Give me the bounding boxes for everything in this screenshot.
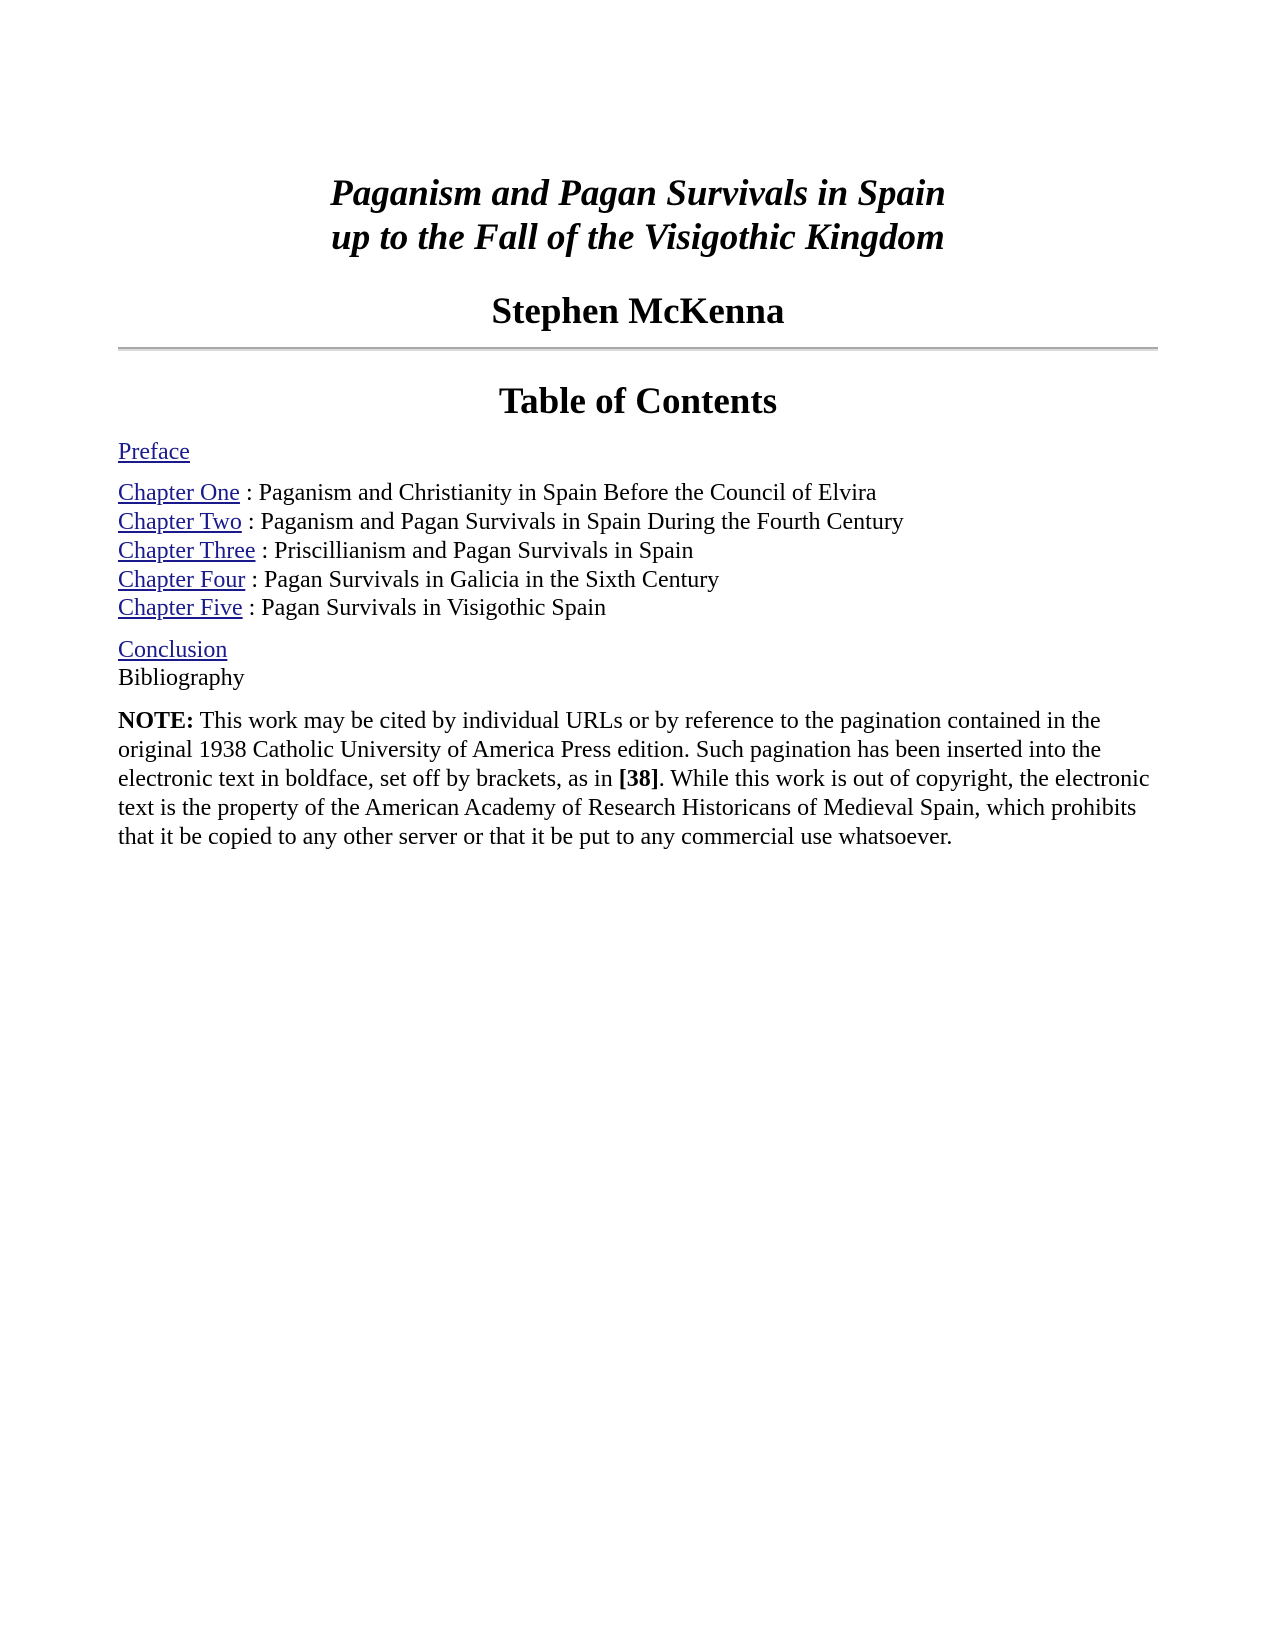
chapter-four-description: : Pagan Survivals in Galicia in the Sixth Century [245,567,720,593]
chapter-one-link[interactable]: Chapter One [118,480,240,506]
toc-entry-chapter-three [118,537,693,566]
document-title [118,172,1158,260]
chapter-two-link[interactable]: Chapter Two [118,509,242,535]
note-text-part-1: This work may be cited by individual URLs or by reference to the pagination contained in the original 1938 Catholic University of America Press edition. Such pagination has been inserted into the electronic text in boldface, set off by brackets, as in [118,708,1102,792]
toc-entry-chapter-two [118,508,904,537]
toc-entry-chapter-five [118,594,606,623]
preface-link[interactable]: Preface [118,439,190,465]
toc-entry-preface [118,438,190,467]
chapter-three-link[interactable]: Chapter Three [118,538,256,564]
horizontal-divider [118,347,1158,351]
toc-entry-chapter-four [118,566,719,595]
chapter-one-description: : Paganism and Christianity in Spain Before the Council of Elvira [239,480,877,506]
toc-entry-conclusion [118,636,227,665]
title-line-1: Paganism and Pagan Survivals in Spain [330,173,946,214]
chapter-five-description: : Pagan Survivals in Visigothic Spain [242,595,607,621]
chapter-five-link[interactable]: Chapter Five [118,595,243,621]
copyright-note [118,707,1158,852]
chapter-three-description: : Priscillianism and Pagan Survivals in Spain [255,538,694,564]
toc-entry-chapter-one [118,479,877,508]
pagination-example: [38] [618,766,659,792]
title-line-2: up to the Fall of the Visigothic Kingdom [331,217,945,258]
conclusion-link[interactable]: Conclusion [118,637,228,663]
toc-heading: Table of Contents [498,381,778,422]
author-name: Stephen McKenna [491,291,785,332]
note-text-part-2: . While this work is out of copyright, the electronic text is the property of the American Academy of Research Historicans of Medieval Spain, which prohibits that it be copied to any other server or that it be put to any commercial use whatsoever. [118,766,1150,850]
chapter-two-description: : Paganism and Pagan Survivals in Spain During the Fourth Century [241,509,904,535]
chapter-four-link[interactable]: Chapter Four [118,567,246,593]
note-label: NOTE: [118,708,195,734]
toc-entry-bibliography: Bibliography [118,665,245,691]
